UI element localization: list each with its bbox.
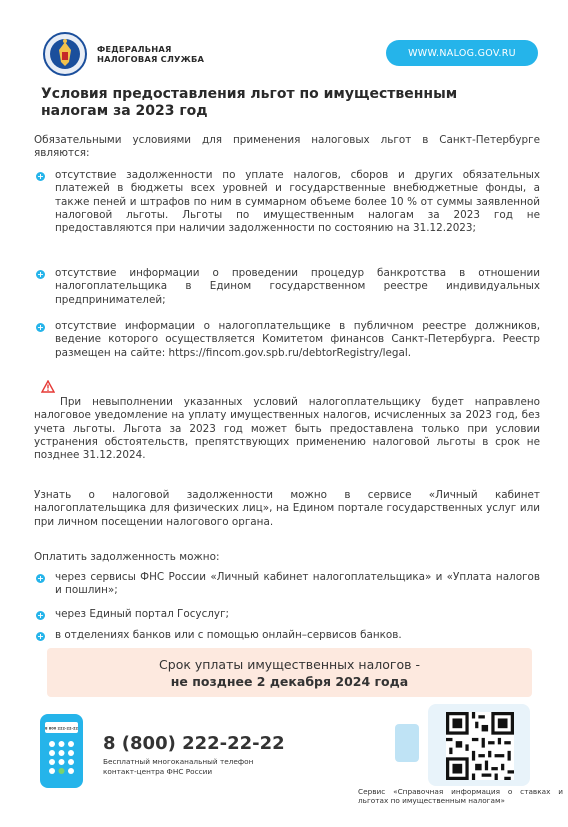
fns-emblem-icon — [43, 30, 87, 78]
bullet-plus-icon: + — [37, 172, 44, 181]
phone-keypad-icon — [40, 714, 83, 788]
notice-text: При невыполнении указанных условий налогоплательщику будет направлено налоговое уведомление на уплату имущественных налогов, исчисленных за 2023 год, без учета льготы. Льгота за 2023 год может быть предоставлена только при условии устранения обстоятельств, препятствующих применению налоговой льготы в срок не позднее 31.12.2024. — [34, 396, 540, 462]
bullet-plus-icon: + — [37, 632, 44, 641]
org-line-1: ФЕДЕРАЛЬНАЯ — [97, 44, 172, 54]
condition-item: отсутствие информации о налогоплательщике в публичном реестре должников, ведение которого осуществляется Комитетом финансов Санкт-Петербурга. Реестр размещен на сайте: https://fincom.gov.spb.ru/debtorRegistry/legal. — [55, 320, 540, 359]
hotline-subtitle-1: Бесплатный многоканальный телефон — [103, 757, 254, 766]
condition-item: отсутствие задолженности по уплате налогов, сборов и других обязательных платежей в бюджеты всех уровней и государственные внебюджетные фонды, а также пеней и штрафов по ним в суммарном объеме более 10 % от суммы заявленной налоговой льготы. Льготы по имущественным налогам за 2023 год не предоставляются при наличии задолженности по состоянию на 31.12.2023; — [55, 169, 540, 235]
phone-screen-number: 8 800 222-22-22 — [45, 726, 78, 731]
phone-illustration-icon — [395, 724, 419, 762]
bullet-plus-icon: + — [37, 574, 44, 583]
bullet-plus-icon: + — [37, 323, 44, 332]
intro-text: Обязательными условиями для применения налоговых льгот в Санкт-Петербурге являются: — [34, 134, 540, 160]
deadline-line-1: Срок уплаты имущественных налогов - — [159, 657, 420, 672]
debt-info-text: Узнать о налоговой задолженности можно в сервисе «Личный кабинет налогоплательщика для физических лиц», на Едином портале государственных услуг или при личном посещении налогового органа. — [34, 489, 540, 528]
deadline-banner — [47, 648, 532, 697]
page-title — [41, 86, 501, 120]
pay-method-item: через Единый портал Госуслуг; — [55, 608, 230, 620]
pay-method-item: в отделениях банков или с помощью онлайн–сервисов банков. — [55, 629, 402, 641]
qr-caption: Сервис «Справочная информация о ставках и льготах по имущественным налогам» — [358, 787, 563, 806]
qr-code-icon[interactable] — [446, 712, 514, 780]
organization-name — [97, 44, 204, 64]
hotline-number[interactable]: 8 (800) 222-22-22 — [103, 733, 285, 754]
title-line-2: налогам за 2023 год — [41, 103, 208, 119]
warning-triangle-icon — [41, 380, 55, 393]
deadline-line-2: не позднее 2 декабря 2024 года — [170, 674, 409, 689]
condition-item: отсутствие информации о проведении процедур банкротства в отношении налогоплательщика в Едином государственном реестре индивидуальных предпринимателей; — [55, 267, 540, 306]
hotline-subtitle — [103, 757, 253, 776]
pay-intro: Оплатить задолженность можно: — [34, 551, 220, 563]
org-line-2: НАЛОГОВАЯ СЛУЖБА — [97, 54, 205, 64]
bullet-plus-icon: + — [37, 270, 44, 279]
title-line-1: Условия предоставления льгот по имущественным — [41, 86, 458, 102]
bullet-plus-icon: + — [37, 611, 44, 620]
website-link[interactable]: WWW.NALOG.GOV.RU — [386, 40, 538, 66]
hotline-subtitle-2: контакт-центра ФНС России — [103, 766, 213, 776]
pay-method-item: через сервисы ФНС России «Личный кабинет налогоплательщика» и «Уплата налогов и пошлин»; — [55, 571, 540, 597]
